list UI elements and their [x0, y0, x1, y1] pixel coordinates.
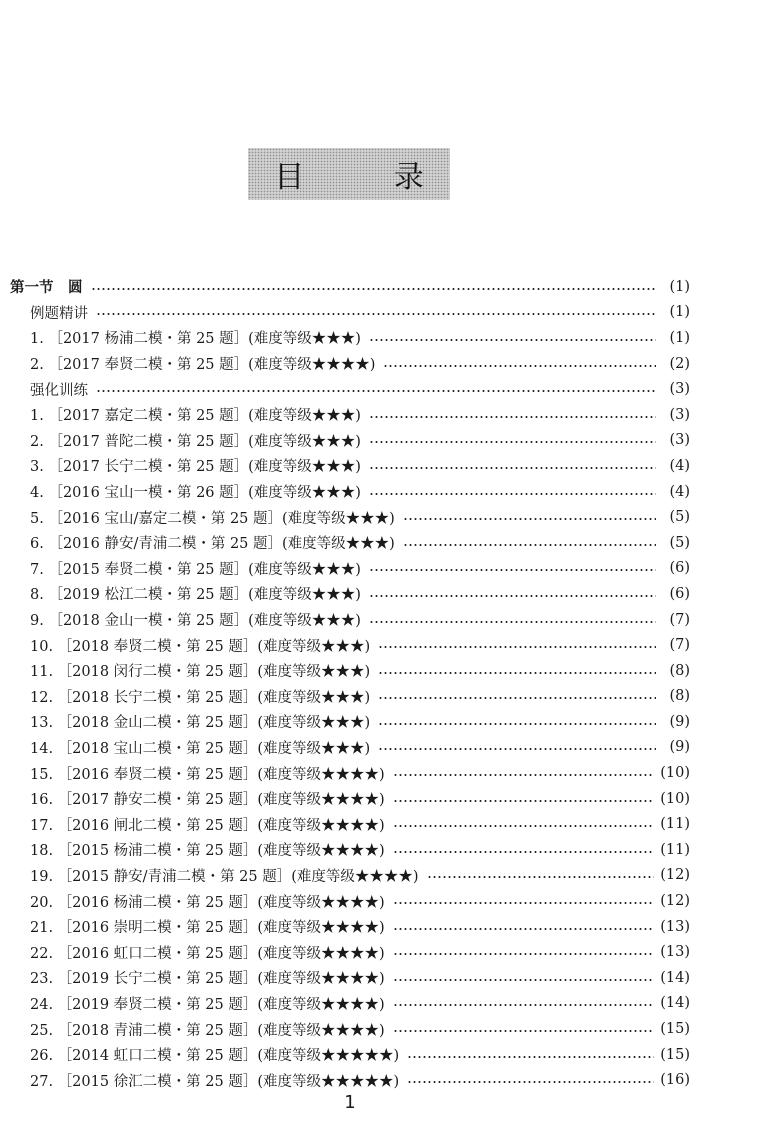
- toc-item-row[interactable]: [10, 530, 690, 556]
- toc-entry-page: (12): [660, 867, 690, 884]
- toc-entry-label: 12. ［2018 长宁二模・第 25 题］(难度等级★★★): [30, 689, 371, 706]
- toc-entry-page: (2): [669, 355, 690, 372]
- toc-entry-label: 26. ［2014 虹口二模・第 25 题］(难度等级★★★★★): [30, 1048, 400, 1065]
- toc-item-row[interactable]: [10, 863, 690, 889]
- toc-entry-label: 7. ［2015 奉贤二模・第 25 题］(难度等级★★★): [30, 561, 361, 578]
- toc-item-row[interactable]: [10, 888, 690, 914]
- toc-item-row[interactable]: [10, 428, 690, 454]
- toc-item-row[interactable]: [10, 632, 690, 658]
- toc-entry-label: 19. ［2015 静安/青浦二模・第 25 题］(难度等级★★★★): [30, 868, 419, 885]
- toc-leader-dots: [383, 365, 656, 367]
- toc-title-box: [248, 148, 464, 200]
- toc-entry-page: (11): [660, 841, 690, 858]
- toc-leader-dots: [393, 979, 655, 981]
- toc-entry-page: (4): [669, 483, 690, 500]
- toc-item-row[interactable]: [10, 1016, 690, 1042]
- toc-entry-label: 14. ［2018 宝山二模・第 25 题］(难度等级★★★): [30, 740, 371, 757]
- toc-leader-dots: [393, 902, 655, 904]
- toc-leader-dots: [378, 723, 656, 725]
- toc-entry-page: (13): [660, 918, 690, 935]
- toc-section-row[interactable]: [10, 376, 690, 402]
- toc-entry-page: (3): [669, 432, 690, 449]
- toc-entry-page: (15): [660, 1021, 690, 1038]
- toc-entry-label: 24. ［2019 奉贤二模・第 25 题］(难度等级★★★★): [30, 996, 385, 1013]
- toc-leader-dots: [393, 851, 655, 853]
- toc-item-row[interactable]: [10, 811, 690, 837]
- toc-entry-page: (5): [669, 509, 690, 526]
- toc-item-row[interactable]: [10, 479, 690, 505]
- toc-entry-label: 2. ［2017 普陀二模・第 25 题］(难度等级★★★): [30, 433, 361, 450]
- toc-entry-page: (3): [669, 406, 690, 423]
- toc-entry-page: (8): [669, 688, 690, 705]
- toc-entry-page: (8): [669, 662, 690, 679]
- toc-leader-dots: [427, 876, 655, 878]
- toc-leader-dots: [369, 467, 656, 469]
- toc-leader-dots: [369, 493, 656, 495]
- toc-leader-dots: [369, 621, 656, 623]
- toc-entry-page: (14): [660, 969, 690, 986]
- toc-entry-page: (13): [660, 944, 690, 961]
- toc-item-row[interactable]: [10, 837, 690, 863]
- toc-entry-label: 1. ［2017 嘉定二模・第 25 题］(难度等级★★★): [30, 408, 361, 425]
- toc-item-row[interactable]: [10, 556, 690, 582]
- toc-entry-label: 13. ［2018 金山二模・第 25 题］(难度等级★★★): [30, 715, 371, 732]
- toc-item-row[interactable]: [10, 786, 690, 812]
- toc-item-row[interactable]: [10, 991, 690, 1017]
- toc-entry-label: 6. ［2016 静安/青浦二模・第 25 题］(难度等级★★★): [30, 536, 395, 553]
- toc-entry-label: 22. ［2016 虹口二模・第 25 题］(难度等级★★★★): [30, 945, 385, 962]
- toc-entry-label: 18. ［2015 杨浦二模・第 25 题］(难度等级★★★★): [30, 843, 385, 860]
- toc-item-row[interactable]: [10, 965, 690, 991]
- toc-leader-dots: [393, 774, 655, 776]
- toc-item-row[interactable]: [10, 402, 690, 428]
- toc-entry-label: 17. ［2016 闸北二模・第 25 题］(难度等级★★★★): [30, 817, 385, 834]
- toc-leader-dots: [369, 595, 656, 597]
- toc-item-row[interactable]: [10, 1042, 690, 1068]
- toc-entry-page: (10): [660, 765, 690, 782]
- toc-entry-label: 27. ［2015 徐汇二模・第 25 题］(难度等级★★★★★): [30, 1073, 400, 1090]
- toc-entry-label: 例题精讲: [30, 305, 88, 322]
- toc-leader-dots: [393, 953, 655, 955]
- toc-leader-dots: [369, 569, 656, 571]
- toc-leader-dots: [369, 416, 656, 418]
- toc-entry-label: 第一节 圆: [10, 280, 83, 297]
- toc-chapter-row[interactable]: [10, 274, 690, 300]
- toc-leader-dots: [91, 288, 657, 290]
- toc-leader-dots: [378, 697, 656, 699]
- toc-entry-label: 20. ［2016 杨浦二模・第 25 题］(难度等级★★★★): [30, 894, 385, 911]
- toc-leader-dots: [407, 1056, 654, 1058]
- toc-entry-page: (6): [669, 560, 690, 577]
- toc-entry-label: 4. ［2016 宝山一模・第 26 题］(难度等级★★★): [30, 485, 361, 502]
- toc-entry-label: 16. ［2017 静安二模・第 25 题］(难度等级★★★★): [30, 792, 385, 809]
- toc-leader-dots: [369, 339, 656, 341]
- toc-item-row[interactable]: [10, 709, 690, 735]
- toc-item-row[interactable]: [10, 1067, 690, 1093]
- toc-entry-label: 11. ［2018 闵行二模・第 25 题］(难度等级★★★): [30, 664, 371, 681]
- toc-entry-label: 5. ［2016 宝山/嘉定二模・第 25 题］(难度等级★★★): [30, 510, 395, 527]
- toc-entry-page: (7): [669, 611, 690, 628]
- toc-title: 目 录: [274, 160, 464, 195]
- toc-entry-page: (15): [660, 1046, 690, 1063]
- toc-entry-page: (7): [669, 637, 690, 654]
- toc-leader-dots: [393, 1004, 655, 1006]
- toc-item-row[interactable]: [10, 914, 690, 940]
- toc-entry-page: (12): [660, 893, 690, 910]
- toc-item-row[interactable]: [10, 351, 690, 377]
- toc-leader-dots: [369, 441, 656, 443]
- toc-entry-label: 10. ［2018 奉贤二模・第 25 题］(难度等级★★★): [30, 638, 371, 655]
- toc-entry-page: (10): [660, 790, 690, 807]
- toc-item-row[interactable]: [10, 939, 690, 965]
- toc-entry-page: (9): [669, 713, 690, 730]
- toc-entry-label: 25. ［2018 青浦二模・第 25 题］(难度等级★★★★): [30, 1022, 385, 1039]
- toc-item-row[interactable]: [10, 453, 690, 479]
- toc-item-row[interactable]: [10, 607, 690, 633]
- toc-leader-dots: [378, 672, 656, 674]
- toc-entry-page: (1): [669, 304, 690, 321]
- toc-entry-label: 23. ［2019 长宁二模・第 25 题］(难度等级★★★★): [30, 971, 385, 988]
- toc-entry-page: (16): [660, 1072, 690, 1089]
- toc-leader-dots: [403, 518, 656, 520]
- toc-entry-page: (9): [669, 739, 690, 756]
- toc-entry-page: (11): [660, 816, 690, 833]
- toc-entry-page: (14): [660, 995, 690, 1012]
- toc-leader-dots: [393, 800, 655, 802]
- toc-entry-page: (3): [669, 381, 690, 398]
- toc-leader-dots: [407, 1081, 654, 1083]
- toc-leader-dots: [378, 748, 656, 750]
- toc-entry-label: 15. ［2016 奉贤二模・第 25 题］(难度等级★★★★): [30, 766, 385, 783]
- toc-item-row[interactable]: [10, 684, 690, 710]
- toc-leader-dots: [393, 825, 655, 827]
- toc-section-row[interactable]: [10, 300, 690, 326]
- toc-item-row[interactable]: [10, 504, 690, 530]
- toc-entry-page: (1): [669, 278, 690, 295]
- table-of-contents: [10, 274, 690, 1093]
- toc-entry-page: (6): [669, 585, 690, 602]
- toc-entry-page: (5): [669, 534, 690, 551]
- toc-entry-label: 8. ［2019 松江二模・第 25 题］(难度等级★★★): [30, 587, 361, 604]
- toc-entry-label: 21. ［2016 崇明二模・第 25 题］(难度等级★★★★): [30, 920, 385, 937]
- toc-item-row[interactable]: [10, 735, 690, 761]
- toc-entry-label: 3. ［2017 长宁二模・第 25 题］(难度等级★★★): [30, 459, 361, 476]
- toc-entry-page: (4): [669, 457, 690, 474]
- toc-leader-dots: [96, 390, 656, 392]
- toc-item-row[interactable]: [10, 325, 690, 351]
- toc-item-row[interactable]: [10, 581, 690, 607]
- toc-entry-label: 2. ［2017 奉贤二模・第 25 题］(难度等级★★★★): [30, 357, 376, 374]
- toc-leader-dots: [393, 1030, 655, 1032]
- toc-entry-label: 强化训练: [30, 382, 88, 399]
- toc-item-row[interactable]: [10, 760, 690, 786]
- toc-leader-dots: [403, 544, 656, 546]
- toc-entry-label: 1. ［2017 杨浦二模・第 25 题］(难度等级★★★): [30, 331, 361, 348]
- toc-entry-label: 9. ［2018 金山一模・第 25 题］(难度等级★★★): [30, 613, 361, 630]
- toc-leader-dots: [378, 646, 656, 648]
- page-number: 1: [344, 1092, 356, 1113]
- toc-entry-page: (1): [669, 329, 690, 346]
- toc-item-row[interactable]: [10, 658, 690, 684]
- toc-leader-dots: [393, 928, 655, 930]
- toc-leader-dots: [96, 313, 656, 315]
